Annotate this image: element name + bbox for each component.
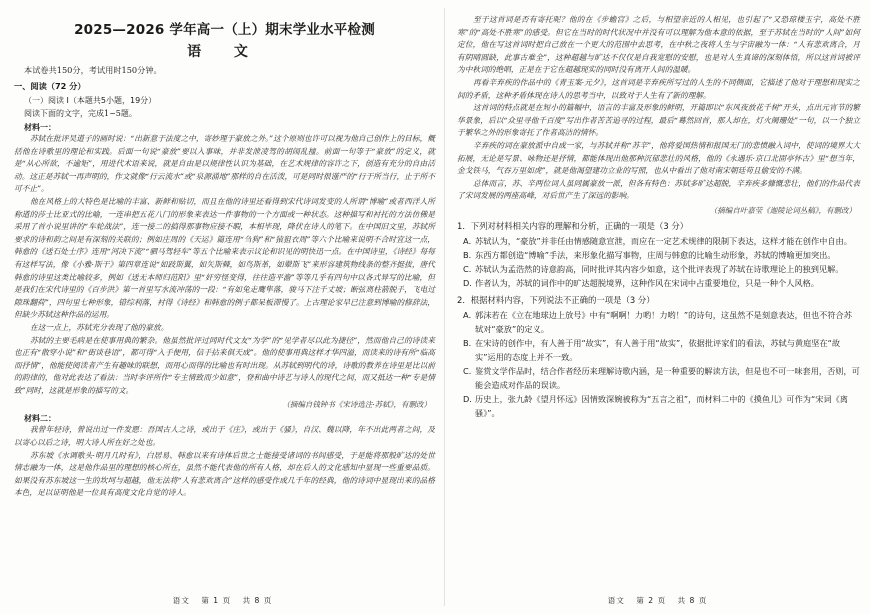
- option-text: 历史上，张九龄《望月怀远》因情致深婉被称为“五言之祖”，而材料二中的《摸鱼儿》可作为“宋词《离骚》”。: [475, 393, 848, 418]
- exam-note: 本试卷共150分，考试用时150分钟。: [24, 65, 162, 75]
- question-2: 2．根据材料内容，下列说法不正确的一项是（3 分）: [457, 294, 655, 305]
- material-paragraph: 总体而言，苏、辛两位词人虽同属豪放一派，但各有特色：苏轼多旷达超脱，辛弃疾多慷慨悲壮，他们的作品代表了宋词发展的两座高峰，对后世产生了深远的影响。: [457, 178, 860, 201]
- footer-page: 第 1 页: [201, 596, 232, 605]
- option-letter: B．: [463, 337, 477, 348]
- footer-total: 共 8 页: [677, 596, 708, 605]
- option-text: 在宋诗的创作中，有人善于用“故实”，有人善于用“故实”，依据批评家们的看法，苏轼与黄庭坚在“故实”运用的态度上并不一致。: [475, 337, 841, 362]
- option-letter: C．: [463, 365, 477, 376]
- material-label: 材料二：: [24, 414, 56, 424]
- footer-subject: 语文: [607, 596, 625, 605]
- subsection-heading: （一）阅读 I（本题共5小题，19分）: [24, 96, 157, 105]
- question-option: [457, 234, 860, 248]
- instruction-text: 阅读下面的文字，完成1~5题。: [24, 109, 137, 118]
- question-option: [457, 276, 860, 290]
- section-heading: 一、阅读（72 分）: [14, 81, 86, 91]
- page-2: [445, 0, 870, 614]
- option-letter: A．: [463, 235, 477, 246]
- question-option: [457, 248, 860, 262]
- material-paragraph: 辛弃疾的词在豪放派中自成一家，与苏轼并称“苏辛”，他将爱国热情和报国无门的悲愤融入词中，使词的境界大大拓展，无论是写景、咏物还是抒情，都能体现出他那种沉郁悲壮的风格，他的《永遇乐·京口北固亭怀古》里“想当年，金戈铁马，气吞万里如虎”，就是他渴望建功立业的写照，也从中看出了他对南宋朝廷苟且偷安的不满。: [457, 140, 860, 176]
- material-paragraph: 在这一点上，苏轼充分表现了他的豪放。: [30, 322, 169, 332]
- material-paragraph: 至于这首词是否有寄托呢？他的在《步蟾宫》之后，与相望亲近的人相见，也引起了“又恐琼楼玉宇，高处不胜寒”的“高处不胜寒”的感受。但它在当时的时代状况中并没有可以理解为他本意的依据，至于苏轼在当时的“人间”如何定位，他在写这首词时把自己放在一个更大的范围中去思考，在中秋之夜将人生与宇宙融为一体：“人有悲欢离合，月有阴晴圆缺，此事古难全”，这种超越与旷达不仅仅是自我宽慰的安慰，也是对人生真谛的深刻体悟，所以这首词被评为中秋词的绝唱，正是在于它在超越现实的同时没有离开人间的温暖。: [457, 15, 860, 75]
- footer-total: 共 8 页: [242, 596, 273, 605]
- subject-title: 语 文: [187, 44, 262, 60]
- material-label: 材料一：: [24, 123, 56, 132]
- material-paragraph: 苏轼在批评吴道子的画时说：“出新意于法度之中，寄妙理于豪放之外。”这个原则也许可以视为他自己创作上的目标，概括他在诗歌里的理论和实践。后面一句说“豪放”要以入事味，并非发泄凌驾的胡闹乱撞。前面一句等于“豪放”的定义，就是“从心所欲，不逾矩”，用进代术语来说，就是自由是以规律性认识为基础，在艺术规律的容许之下，创造有充分的自由活动。这正是苏轼一再声明的，作文就像“行云流水”或“泉源涌地”那样的自在活泼，可是同时很谨严的“行于所当行，止于所不可不止”。: [14, 134, 435, 194]
- source-citation: （摘编自钱钟书《宋诗选注·苏轼》，有删改）: [282, 400, 431, 410]
- material-paragraph: 苏轼的主要毛病是在使事用典的繁杂。他虽然批评过同时代文友“为学”的“见学者尽以此为捷径”，然而他自己的诗读来也正有“散穿小说”和“街谈巷语”，都可得“入手便用，信手拈来俱天成”。他的使事用典这样才华四溢，而读来的诗有所“临高而抒情”，他能使阅读者产生有趣味的联想，而用心而得的比喻也有时出现。从苏轼到明代的诗，诗歌的教养在诗里是比以前的韵律的，他对此表达了看法：当时李评所作“专主情致而少如意”，登和曲中诗艺与诗人的现代之间，而又抵达一种“专是情致”同时，这就是形象的描写的文。: [14, 335, 435, 395]
- question-option: [457, 336, 860, 364]
- option-letter: C．: [463, 263, 477, 274]
- footer-subject: 语文: [172, 596, 190, 605]
- exam-title: 2025—2026 学年高一（上）期末学业水平检测: [74, 22, 375, 38]
- page-footer: [0, 595, 445, 606]
- option-text: 苏轼认为，“豪放”并非任由情感随意宣泄，而应在一定艺术规律的限制下表达，这样才能在创作中自由。: [475, 235, 852, 246]
- question-option: [457, 308, 860, 336]
- option-text: 苏轼认为孟浩然的诗意韵高，同时批评其内容少如意，这个批评表现了苏轼在诗歌理论上的独到见解。: [475, 263, 844, 274]
- question-1: 1．下列对材料相关内容的理解和分析，正确的一项是（3 分）: [457, 220, 689, 231]
- option-text: 鉴赏文学作品时，结合作者经历来理解诗歌内涵，是一种重要的解读方法，但是也不可一味套用，否则，可能会造成对作品的误读。: [475, 365, 860, 390]
- material-paragraph: 这首词的特点就是在短小的篇幅中，语言的丰富及形象的鲜明，开篇即以“东风夜放花千树”开头，点出元宵节的繁华景象，后以“众里寻他千百度”写出作者苦苦追寻的过程，最后“蓦然回首，那人却在，灯火阑珊处”一句，以一个独立于繁华之外的形象寄托了作者高洁的情怀。: [457, 103, 860, 138]
- option-text: 东西方都创造“博喻”手法，来形象化描写事物，庄周与韩愈的比喻生动形象，苏轼的博喻更加突出。: [475, 249, 836, 260]
- material-paragraph: 他在风格上的大特色是比喻的丰富、新鲜和贴切，而且在他的诗里还看得到宋代诗词发变的人所谓“博喻”或者西洋人所称道的莎士比亚式的比喻，一连串把五花八门的形象来表达一件事物的一个方面或一种状态。这种描写和衬托的方法仿佛是采用了首小说里讲的“车轮战法”，连一接二的搞得那事物应接不暇，本相毕现，降伏在诗人的笔下。在中国旧文里，苏轼所要求的诗和韵之间是有深刻的关联的；例如庄周的《天运》篇连用“刍狗”和“猿狙衣周”等六个比喻来说明不合时宜这一点，韩愈的《送石处士序》连用“河决下流”“驷马驾轻车”等五个比喻来表示议论和识见的明快迅一点。在中国诗里，《诗经》每每有这样写法，像《小雅·斯干》第四章连说“如跂斯翼，如矢斯棘，如鸟斯革，如翚斯飞”来形容建筑物线条的整齐挺拔，唐代韩愈的诗里这类比喻较多，例如《送无本师归范阳》里“奸穷怪变得，往往造平澹”等等几乎有四句中以各式异写的比喻，但是我们在宋代诗里的《百步洪》第一首里写水流冲荡的一段：“有如兔走鹰隼落，骏马下注千丈坡；断弦离柱箭脱手，飞电过隙珠翻荷”，四句里七种形象，错综利落，衬得《诗经》和韩愈的例子都呆板滞慢了。上古理论家早已注意到博喻的修辞法，但缺少苏轼这种作品的运用。: [14, 196, 435, 320]
- option-text: 作者认为，苏轼的词作中的旷达超脱境界，这种作风在宋词中占重要地位，只是一种个人风格。: [475, 277, 819, 288]
- question-option: [457, 262, 860, 276]
- option-letter: B．: [463, 249, 477, 260]
- page-footer: [445, 595, 870, 606]
- material-paragraph: 我曾年轻诗，曾说出过一件发愿：吾国古人之诗，或出于《庄》，或出于《骚》，自汉、魏以降，年不出此两者之间，及以寄心以后之诗，明大诗人所在好之处也。: [14, 425, 435, 448]
- option-letter: A．: [463, 309, 477, 320]
- option-letter: D．: [463, 277, 478, 288]
- question-option: [457, 392, 860, 420]
- source-citation: （摘编自叶嘉莹《迦陵论词丛稿》，有删改）: [709, 205, 856, 215]
- option-text: 郭沫若在《立在地球边上放号》中有“啊啊！力哟！力哟！”的诗句，这虽然不是刻意表达，但也不符合苏轼对“豪放”的定义。: [475, 309, 852, 334]
- material-paragraph: 苏东坡《水调歌头·明月几时有》，白居易、韩愈以来有诗体后世之士能接受诸词的书间感受，于是能将那般旷达的处世情志融为一体，这是他作品里的理想的核心所在，虽然不能代表他的所有人格，却在后人的文化感知中显现一些重要品质。如果没有苏东坡这一生的坎坷与超越，他无法将“人有悲欢离合”这样的感受作成几千年的经典，他的诗词中显现出来的品格本色，足以证明他是一位具有高度文化自觉的诗人。: [14, 450, 435, 498]
- option-letter: D．: [463, 393, 478, 404]
- material-paragraph: 再看辛弃疾的作品中的《青玉案·元夕》，这首词是辛弃疾所写过的人生的不同侧面，它描述了他对于理想和现实之间的矛盾，这种矛盾体现在诗人的思考当中，以致对于人生有了新的理解。: [457, 77, 860, 100]
- footer-page: 第 2 页: [636, 596, 667, 605]
- question-option: [457, 364, 860, 392]
